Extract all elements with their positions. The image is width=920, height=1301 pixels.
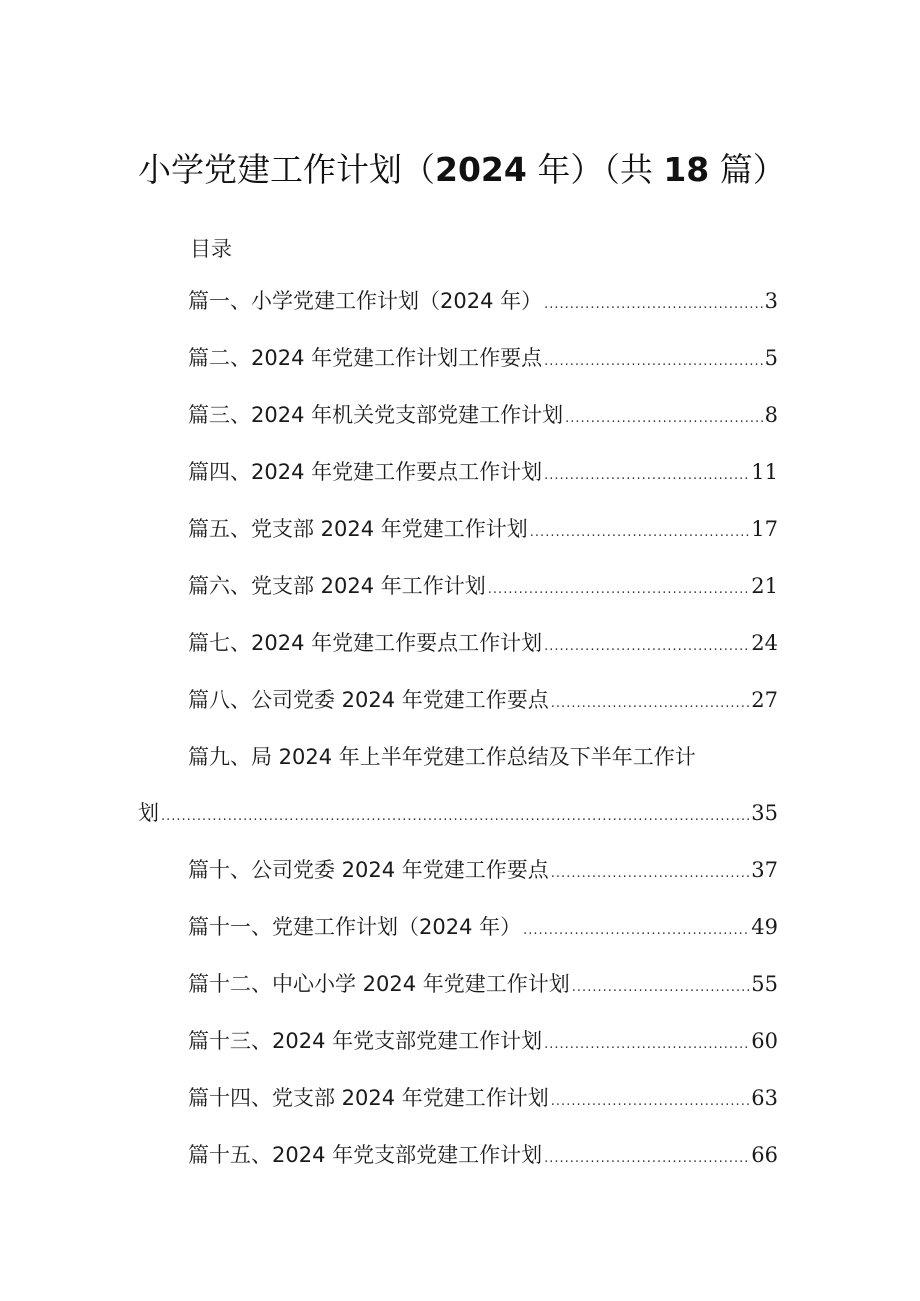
toc-page-number: 24 (751, 631, 778, 655)
toc-entry-label: 篇十二、中心小学 2024 年党建工作计划 (188, 972, 570, 996)
toc-page-number: 21 (751, 574, 778, 598)
toc-entry-15[interactable] (138, 1139, 778, 1173)
toc-page-number: 55 (751, 972, 778, 996)
title-year: 2024 (435, 150, 527, 189)
toc-entry-label: 篇一、小学党建工作计划（2024 年） (188, 289, 543, 313)
toc-entry-label: 篇五、党支部 2024 年党建工作计划 (188, 517, 528, 541)
toc-entry-label: 篇四、2024 年党建工作要点工作计划 (188, 460, 543, 484)
toc-entry-label: 篇十四、党支部 2024 年党建工作计划 (188, 1086, 549, 1110)
toc-entry-8[interactable] (138, 684, 778, 718)
toc-leader-dots (551, 1094, 749, 1109)
toc-leader-dots (551, 696, 749, 711)
toc-leader-dots (523, 923, 749, 938)
toc-entry-9[interactable] (138, 797, 778, 831)
toc-page-number: 66 (751, 1143, 778, 1167)
toc-leader-dots (544, 297, 763, 312)
toc-page-number: 5 (764, 346, 778, 370)
toc-entry-label: 篇十三、2024 年党支部党建工作计划 (188, 1029, 543, 1053)
toc-entry-label: 篇十五、2024 年党支部党建工作计划 (188, 1143, 543, 1167)
toc-entry-2[interactable] (138, 342, 778, 376)
toc-page-number: 27 (751, 688, 778, 712)
toc-page-number: 3 (764, 289, 778, 313)
toc-leader-dots (544, 354, 763, 369)
toc-entry-14[interactable] (138, 1082, 778, 1116)
toc-entry-label: 篇十一、党建工作计划（2024 年） (188, 915, 522, 939)
toc-entry-3[interactable] (138, 399, 778, 433)
toc-entry-label: 篇十、公司党委 2024 年党建工作要点 (188, 858, 549, 882)
toc-entry-label: 篇二、2024 年党建工作计划工作要点 (188, 346, 543, 370)
toc-page-number: 17 (751, 517, 778, 541)
toc-page-number: 63 (751, 1086, 778, 1110)
toc-entry-7[interactable] (138, 627, 778, 661)
title-mid: 年）（共 (526, 150, 664, 189)
toc-entry-13[interactable] (138, 1025, 778, 1059)
toc-entry-label: 篇八、公司党委 2024 年党建工作要点 (188, 688, 549, 712)
toc-leader-dots (572, 980, 749, 995)
toc-leader-dots (544, 1037, 749, 1052)
toc-page-number: 35 (751, 801, 778, 825)
toc-page-number: 60 (751, 1029, 778, 1053)
toc-entry-1[interactable] (138, 285, 778, 319)
toc-leader-dots (551, 866, 749, 881)
toc-entry-12[interactable] (138, 968, 778, 1002)
toc-leader-dots (161, 809, 749, 824)
toc-entry-10[interactable] (138, 854, 778, 888)
toc-entry-6[interactable] (138, 570, 778, 604)
toc-page-number: 11 (751, 460, 778, 484)
toc-entry-5[interactable] (138, 513, 778, 547)
toc-leader-dots (488, 582, 749, 597)
toc-page-number: 8 (764, 403, 778, 427)
toc-heading: 目录 (190, 237, 232, 261)
toc-entry-9-line1[interactable]: 篇九、局 2024 年上半年党建工作总结及下半年工作计 (188, 745, 696, 769)
toc-leader-dots (565, 411, 763, 426)
toc-page-number: 49 (751, 915, 778, 939)
toc-entry-label: 篇三、2024 年机关党支部党建工作计划 (188, 403, 564, 427)
title-count: 18 (663, 150, 710, 189)
toc-entry-label: 篇七、2024 年党建工作要点工作计划 (188, 631, 543, 655)
document-title (138, 144, 786, 191)
toc-entry-label-continued: 划 (138, 801, 159, 825)
toc-entry-label: 篇六、党支部 2024 年工作计划 (188, 574, 486, 598)
toc-page-number: 37 (751, 858, 778, 882)
toc-leader-dots (530, 525, 749, 540)
title-suffix: 篇） (709, 150, 786, 189)
toc-entry-11[interactable] (138, 911, 778, 945)
toc-entry-4[interactable] (138, 456, 778, 490)
toc-leader-dots (544, 639, 749, 654)
toc-leader-dots (544, 468, 749, 483)
title-prefix: 小学党建工作计划（ (138, 150, 435, 189)
toc-leader-dots (544, 1151, 749, 1166)
